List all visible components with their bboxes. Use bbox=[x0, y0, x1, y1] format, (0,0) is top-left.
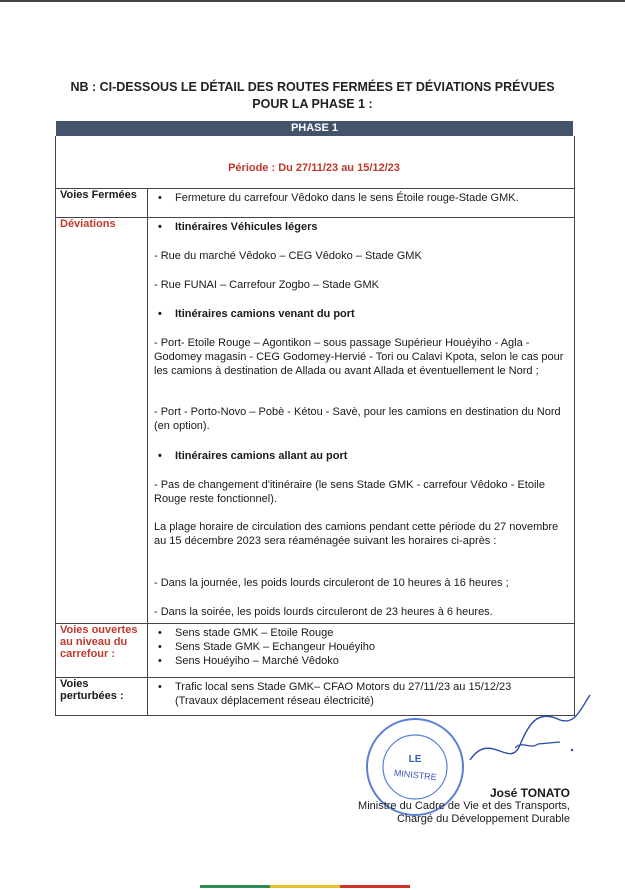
row-deviations bbox=[55, 217, 575, 624]
content-cell bbox=[148, 217, 574, 623]
label-voies-fermees: Voies Fermées bbox=[60, 189, 137, 201]
content-cell bbox=[148, 191, 574, 205]
phase-header: PHASE 1 bbox=[56, 121, 573, 136]
label-cell bbox=[56, 217, 148, 623]
signatory-title-1: Ministre du Cadre de Vie et des Transports, bbox=[358, 800, 570, 812]
paragraph: - Port- Etoile Rouge – Agontikon – sous passage Supérieur Houéyiho - Agla - Godomey magasin - CEG Godomey-Hervié - Tori ou Calavi Kpota, selon le cas pour les camions à destination de Allada ou avant Allada et éventuellement le Nord ; bbox=[154, 337, 564, 377]
heading-camions-allant: • Itinéraires camions allant au port bbox=[148, 449, 347, 463]
content-cell bbox=[148, 626, 574, 668]
heading-vehicules-legers: • Itinéraires Véhicules légers bbox=[148, 220, 317, 234]
signatory-title-2: Chargé du Développement Durable bbox=[396, 813, 570, 825]
signature-block bbox=[358, 787, 570, 826]
list-item: • Sens Stade GMK – Echangeur Houéyiho bbox=[148, 640, 574, 654]
footer-color-bar bbox=[270, 885, 340, 888]
title-line-1: NB : CI-DESSOUS LE DÉTAIL DES ROUTES FERMÉES ET DÉVIATIONS PRÉVUES bbox=[70, 80, 555, 94]
paragraph: - Dans la journée, les poids lourds circuleront de 10 heures à 16 heures ; bbox=[154, 577, 509, 589]
title-line-2: POUR LA PHASE 1 : bbox=[252, 97, 373, 111]
list-item: • Fermeture du carrefour Vêdoko dans le sens Étoile rouge-Stade GMK. bbox=[148, 191, 574, 205]
route-line: - Rue du marché Vêdoko – CEG Vêdoko – Stade GMK bbox=[154, 250, 422, 262]
signatory-name: José TONATO bbox=[489, 786, 570, 800]
svg-text:LE: LE bbox=[408, 754, 422, 765]
period-text: Période : Du 27/11/23 au 15/12/23 bbox=[228, 162, 400, 174]
row-voies-fermees bbox=[55, 188, 575, 218]
label-voies-ouvertes: Voies ouvertes au niveau du carrefour : bbox=[60, 624, 138, 660]
top-border-line bbox=[0, 0, 625, 2]
paragraph: La plage horaire de circulation des camions pendant cette période du 27 novembre au 15 décembre 2023 sera réaménagée suivant les horaires ci-après : bbox=[154, 521, 559, 547]
label-cell bbox=[56, 677, 148, 715]
label-cell bbox=[56, 623, 148, 677]
list-item-note: (Travaux déplacement réseau électricité) bbox=[175, 695, 374, 707]
footer-color-bar bbox=[200, 885, 270, 888]
handwritten-signature bbox=[460, 690, 600, 780]
list-item: • Sens stade GMK – Etoile Rouge bbox=[148, 626, 574, 640]
paragraph: - Pas de changement d'itinéraire (le sens Stade GMK - carrefour Vêdoko - Etoile Rouge reste fonctionnel). bbox=[154, 479, 545, 505]
paragraph: - Dans la soirée, les poids lourds circuleront de 23 heures à 6 heures. bbox=[154, 606, 493, 618]
row-voies-ouvertes bbox=[55, 623, 575, 678]
page-title bbox=[40, 79, 585, 113]
route-line: - Rue FUNAI – Carrefour Zogbo – Stade GMK bbox=[154, 279, 379, 291]
label-voies-perturbees: Voies perturbées : bbox=[60, 678, 124, 702]
list-item: • Sens Houéyiho – Marché Vêdoko bbox=[148, 654, 574, 668]
footer-color-bar bbox=[340, 885, 410, 888]
svg-text:MINISTRE: MINISTRE bbox=[393, 767, 438, 783]
heading-camions-venant: • Itinéraires camions venant du port bbox=[148, 307, 355, 321]
label-cell bbox=[56, 188, 148, 217]
list-item: • Trafic local sens Stade GMK– CFAO Motors du 27/11/23 au 15/12/23 bbox=[148, 680, 574, 694]
paragraph: - Port - Porto-Novo – Pobè - Kétou - Savè, pour les camions en destination du Nord (en option). bbox=[154, 406, 561, 432]
label-deviations: Déviations bbox=[60, 218, 116, 230]
